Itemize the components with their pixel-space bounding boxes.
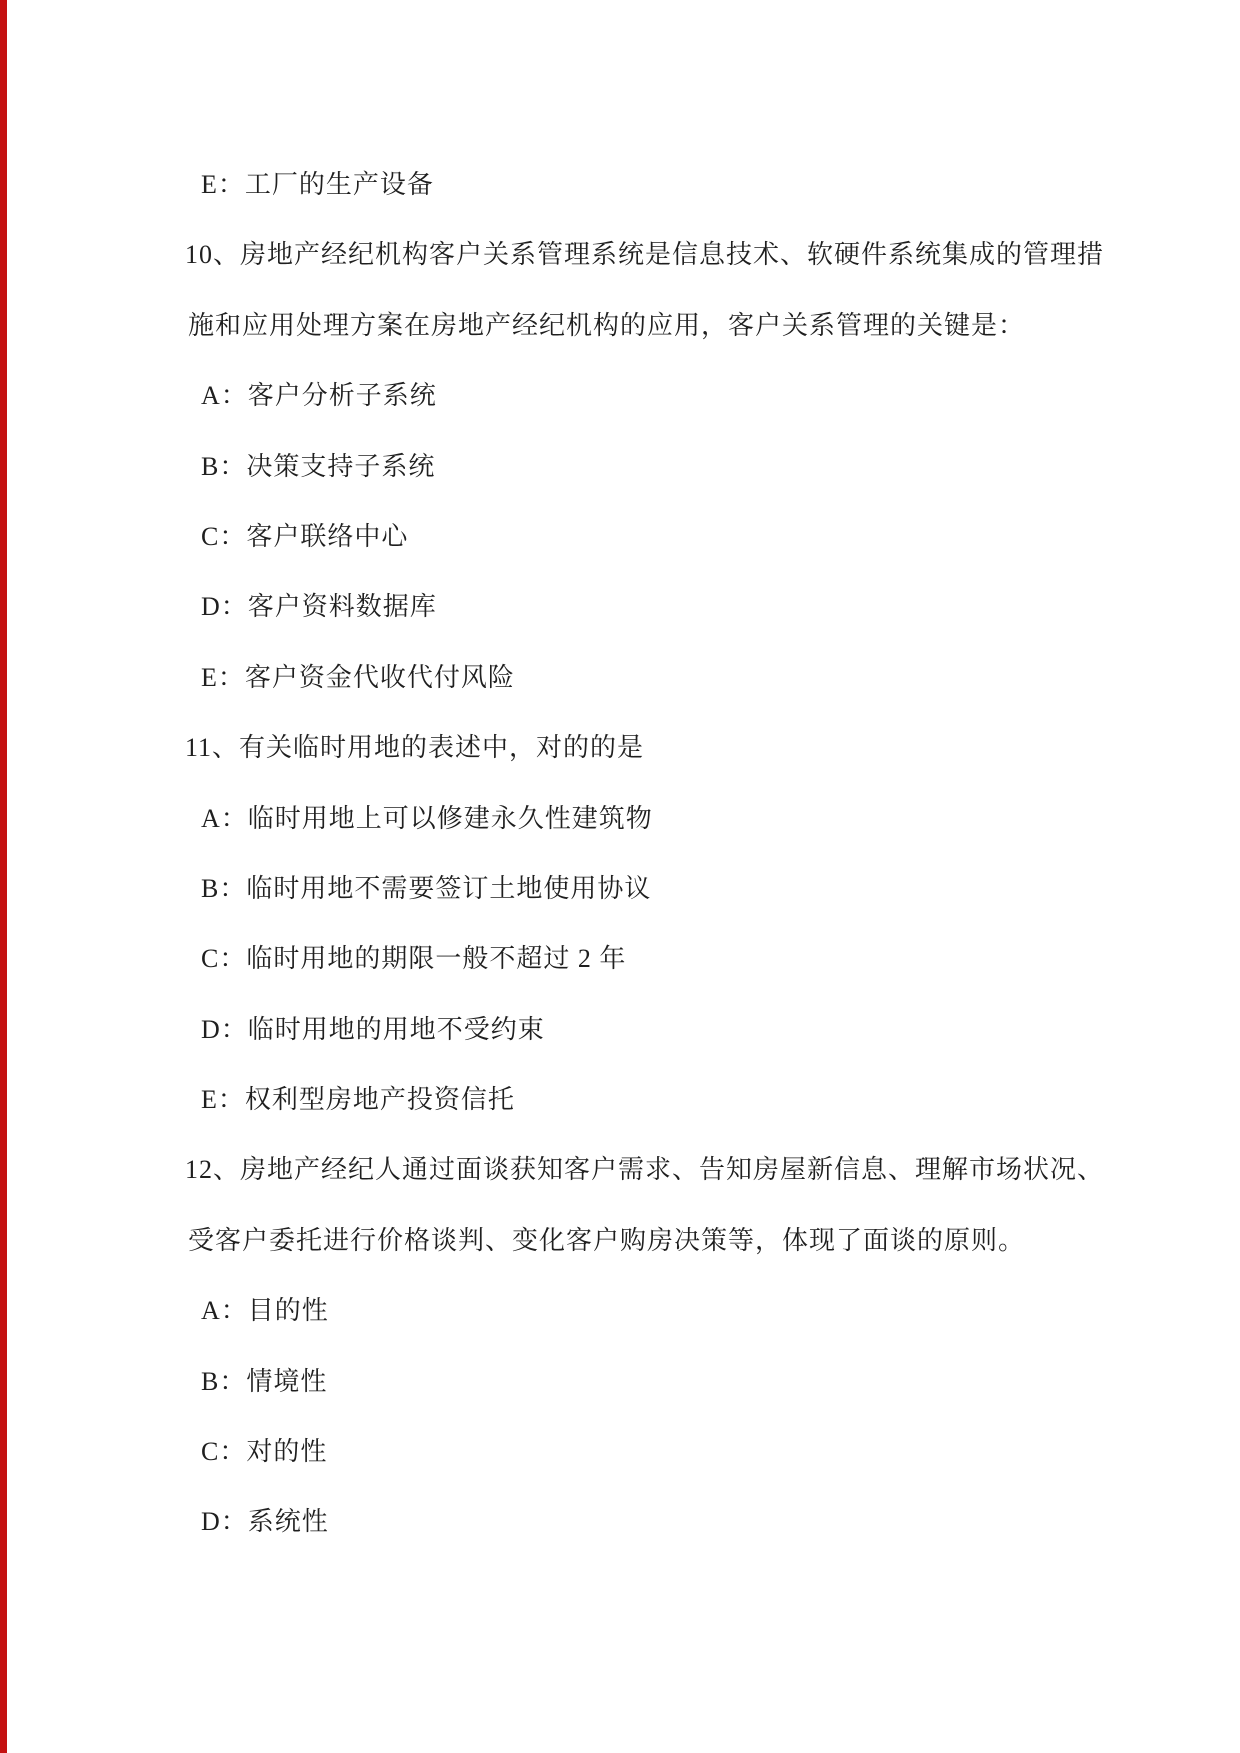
question-11-option-c: C：临时用地的期限一般不超过 2 年 [201, 944, 627, 974]
question-10-line2: 施和应用处理方案在房地产经纪机构的应用，客户关系管理的关键是： [188, 310, 1026, 340]
question-12-line1: 12、房地产经纪人通过面谈获知客户需求、告知房屋新信息、理解市场状况、 [185, 1155, 1105, 1185]
question-11-option-b: B：临时用地不需要签订土地使用协议 [201, 873, 652, 903]
question-11-option-d: D：临时用地的用地不受约束 [201, 1014, 545, 1044]
question-12-option-d: D：系统性 [201, 1507, 329, 1537]
question-12-line2: 受客户委托进行价格谈判、变化客户购房决策等，体现了面谈的原则。 [188, 1225, 1026, 1255]
question-10-option-b: B：决策支持子系统 [201, 451, 436, 481]
exam-question-list [0, 150, 1240, 1558]
question-11-option-a: A：临时用地上可以修建永久性建筑物 [201, 803, 653, 833]
question-10-line1: 10、房地产经纪机构客户关系管理系统是信息技术、软硬件系统集成的管理措 [185, 240, 1105, 270]
question-12-option-c: C：对的性 [201, 1437, 328, 1467]
question-11: 11、有关临时用地的表述中，对的的是 [185, 733, 645, 763]
question-11-option-e: E：权利型房地产投资信托 [201, 1085, 515, 1115]
question-10-option-e: E：客户资金代收代付风险 [201, 662, 515, 692]
question-12-option-a: A：目的性 [201, 1296, 329, 1326]
question-10-option-c: C：客户联络中心 [201, 521, 409, 551]
question-9-option-e: E：工厂的生产设备 [201, 170, 434, 199]
question-12-option-b: B：情境性 [201, 1366, 328, 1396]
question-10-option-d: D：客户资料数据库 [201, 592, 437, 622]
question-10-option-a: A：客户分析子系统 [201, 381, 437, 411]
